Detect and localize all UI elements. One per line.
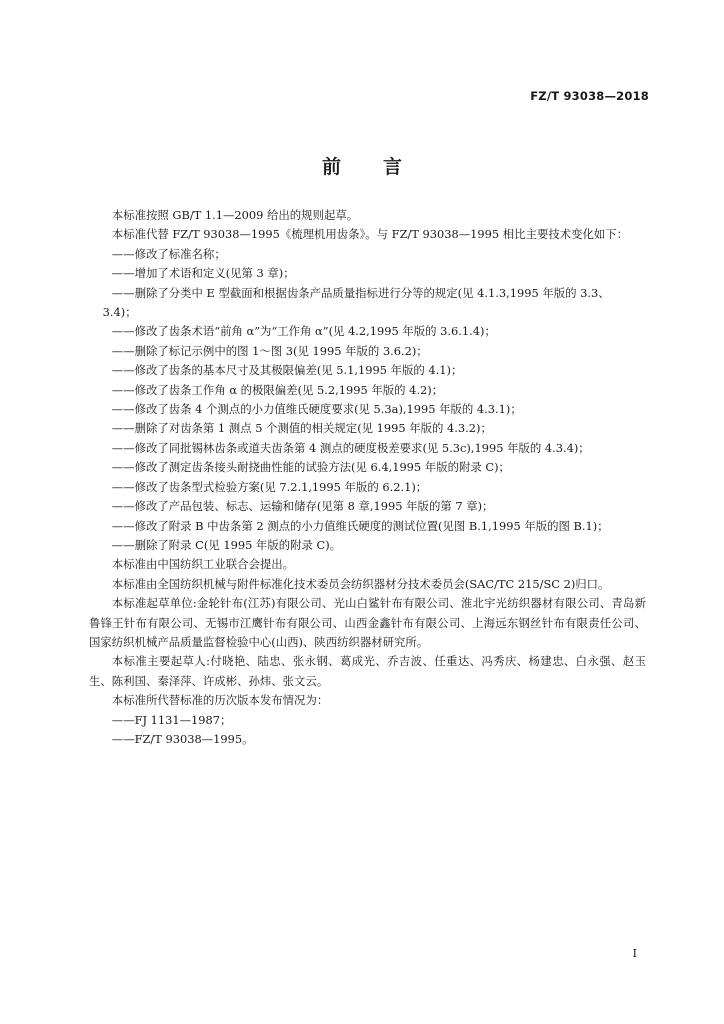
list-item: ——修改了标准名称；: [111, 246, 226, 261]
list-item: ——修改了产品包装、标志、运输和储存(见第 8 章,1995 年版的第 7 章)；: [111, 499, 494, 514]
list-item: ——修改了附录 B 中齿条第 2 测点的小力值维氏硬度的测试位置(见图 B.1,1995 年版的图 B.1)；: [111, 518, 609, 533]
list-item: ——修改了齿条型式检验方案(见 7.2.1,1995 年版的 6.2.1)；: [111, 479, 428, 494]
list-item: ——删除了分类中 E 型截面和根据齿条产品质量指标进行分等的规定(见 4.1.3,1995 年版的 3.3、: [111, 285, 610, 300]
list-item: ——修改了齿条工作角 α 的极限偏差(见 5.2,1995 年版的 4.2)；: [111, 382, 444, 397]
foreword-body: [89, 206, 646, 749]
list-item: ——删除了对齿条第 1 测点 5 个测值的相关规定(见 1995 年版的 4.3.2)；: [111, 421, 492, 436]
standard-code: FZ/T 93038—2018: [530, 89, 649, 103]
paragraph: 本标准按照 GB/T 1.1—2009 给出的规则起草。: [111, 208, 359, 222]
list-item: ——修改了齿条的基本尺寸及其极限偏差(见 5.1,1995 年版的 4.1)；: [111, 363, 463, 378]
list-item: ——删除了附录 C(见 1995 年版的附录 C)。: [111, 537, 342, 552]
list-item: ——修改了测定齿条接头耐挠曲性能的试验方法(见 6.4,1995 年版的附录 C)；: [111, 460, 510, 475]
list-item: ——增加了术语和定义(见第 3 章)；: [111, 266, 295, 281]
list-item: ——删除了标记示例中的图 1～图 3(见 1995 年版的 3.6.2)；: [111, 343, 428, 358]
paragraph: 本标准由中国纺织工业联合会提出。: [111, 557, 295, 572]
list-item: ——FJ 1131—1987；: [111, 712, 232, 727]
paragraph: 本标准代替 FZ/T 93038—1995《梳理机用齿条》。与 FZ/T 93038—1995 相比主要技术变化如下：: [111, 227, 629, 242]
list-item-continuation: 3.4)；: [102, 305, 137, 320]
list-item: ——FZ/T 93038—1995。: [111, 731, 254, 746]
paragraph: 本标准起草单位:金轮针布(江苏)有限公司、光山白鲨针布有限公司、淮北宇光纺织器材有限公司、青岛新鲁锋王针布有限公司、无锡市江鹰针布有限公司、山西金鑫针布有限公司、上海远东钢丝针布有限责任公司、国家纺织机械产品质量监督检验中心(山西)、陕西纺织器材研究所。: [89, 596, 646, 649]
list-item: ——修改了同批锡林齿条或道夫齿条第 4 测点的硬度极差要求(见 5.3c),1995 年版的 4.3.4)；: [111, 440, 590, 455]
page-title: 前言: [321, 156, 444, 178]
paragraph: 本标准所代替标准的历次版本发布情况为：: [111, 693, 329, 708]
list-item: ——修改了齿条 4 个测点的小力值维氏硬度要求(见 5.3a),1995 年版的 4.3.1)；: [111, 402, 522, 417]
paragraph: 本标准主要起草人:付晓艳、陆忠、张永钢、葛成光、乔吉波、任重达、冯秀庆、杨建忠、白永强、赵玉生、陈利国、秦泽萍、许成彬、孙炜、张文云。: [89, 654, 646, 688]
page-number: I: [632, 947, 637, 960]
paragraph: 本标准由全国纺织机械与附件标准化技术委员会纺织器材分技术委员会(SAC/TC 215/SC 2)归口。: [111, 576, 610, 591]
list-item: ——修改了齿条术语“前角 α”为“工作角 α”(见 4.2,1995 年版的 3.6.1.4)；: [111, 324, 496, 339]
